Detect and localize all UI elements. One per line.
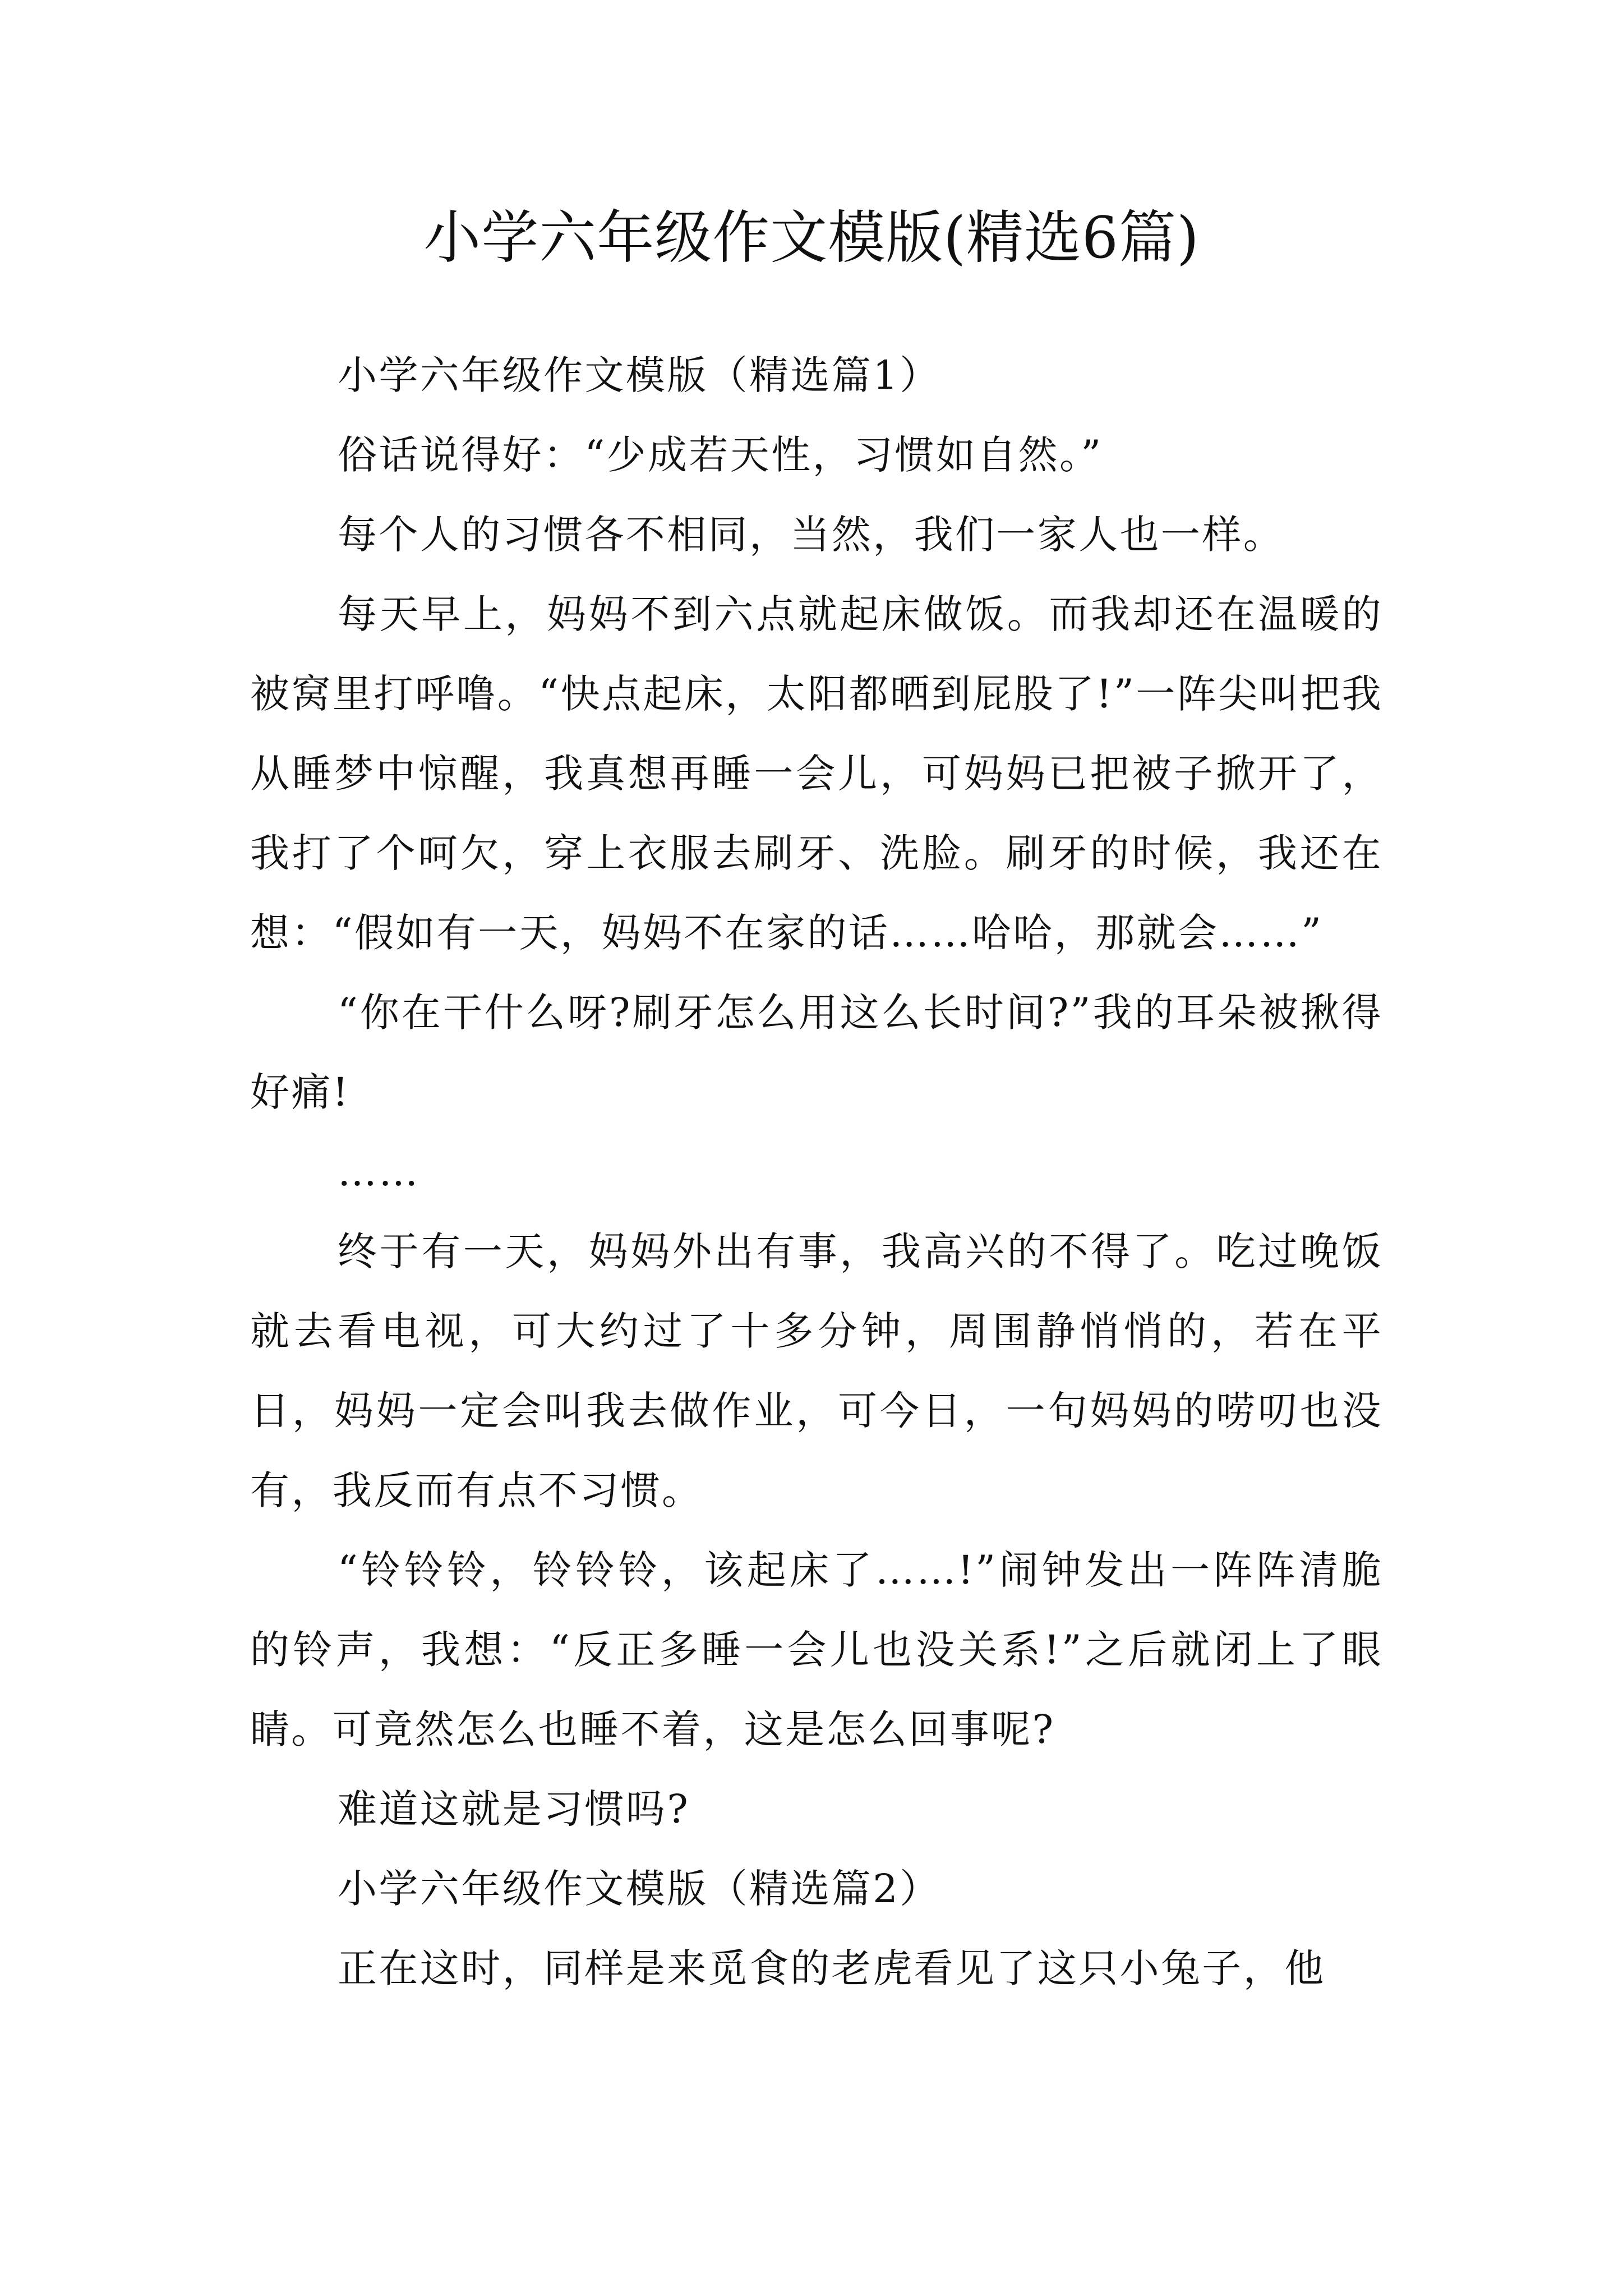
paragraph: 难道这就是习惯吗? (338, 1786, 690, 1832)
section-heading-1: 小学六年级作文模版（精选篇1） (338, 352, 941, 398)
paragraph: 正在这时，同样是来觅食的老虎看见了这只小兔子，他 (338, 1945, 1326, 1991)
document-body (250, 335, 1383, 2008)
paragraph: 每天早上，妈妈不到六点就起床做饭。而我却还在温暖的被窝里打呼噜。“快点起床，太阳都晒到屁股了!”一阵尖叫把我从睡梦中惊醒，我真想再睡一会儿，可妈妈已把被子掀开了，我打了个呵欠，穿上衣服去刷牙、洗脸。刷牙的时候，我还在想：“假如有一天，妈妈不在家的话……哈哈，那就会……” (250, 591, 1383, 956)
ellipsis-line: …… (338, 1149, 420, 1195)
section-heading-2: 小学六年级作文模版（精选篇2） (338, 1866, 941, 1912)
paragraph: 俗话说得好：“少成若天性，习惯如自然。” (338, 432, 1103, 478)
paragraph: 每个人的习惯各不相同，当然，我们一家人也一样。 (338, 512, 1285, 558)
paragraph: 终于有一天，妈妈外出有事，我高兴的不得了。吃过晚饭就去看电视，可大约过了十多分钟，周围静悄悄的，若在平日，妈妈一定会叫我去做作业，可今日，一句妈妈的唠叨也没有，我反而有点不习惯。 (250, 1228, 1383, 1513)
paragraph: “铃铃铃，铃铃铃，该起床了……!”闹钟发出一阵阵清脆的铃声，我想：“反正多睡一会儿也没关系!”之后就闭上了眼睛。可竟然怎么也睡不着，这是怎么回事呢? (250, 1547, 1383, 1752)
paragraph: “你在干什么呀?刷牙怎么用这么长时间?”我的耳朵被揪得好痛! (250, 990, 1383, 1115)
document-title: 小学六年级作文模版(精选6篇) (423, 205, 1200, 272)
